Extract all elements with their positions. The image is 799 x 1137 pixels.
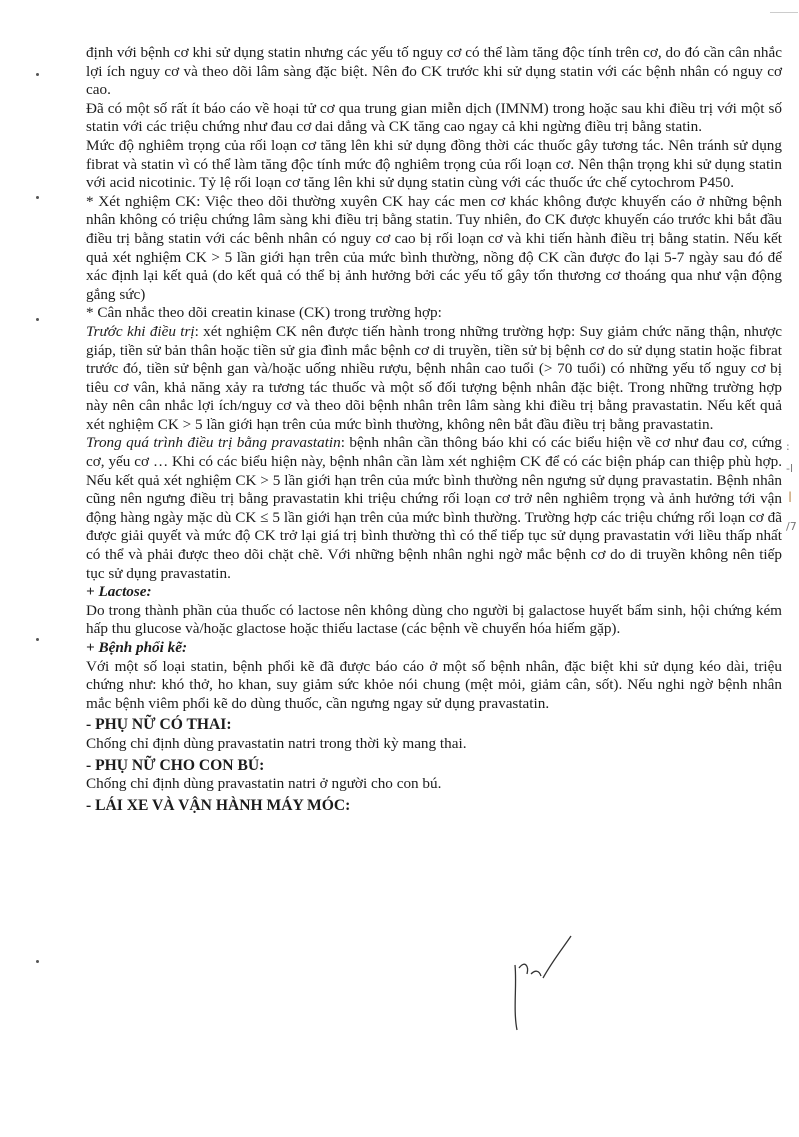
scan-speck: [36, 196, 39, 199]
pregnancy-text: Chống chỉ định dùng pravastatin natri trong thời kỳ mang thai.: [86, 734, 467, 752]
document-body: [86, 44, 782, 815]
paragraph-before-treatment: [86, 323, 782, 435]
lactose-heading: + Lactose:: [86, 583, 152, 601]
scan-speck: [36, 638, 39, 641]
during-treatment-label: Trong quá trình điều trị bằng pravastatin: [86, 434, 341, 452]
edge-artifact: :: [786, 440, 790, 453]
edge-artifact: -l: [786, 462, 794, 475]
scan-speck: [36, 960, 39, 963]
paragraph-statin-risk: định với bệnh cơ khi sử dụng statin nhưng các yếu tố nguy cơ có thể làm tăng độc tính trên cơ, do đó cần cân nhắc lợi ích nguy cơ và theo dõi lâm sàng đặc biệt. Nên đo CK trước khi sử dụng statin với các bệnh nhân có nguy cơ cao.: [86, 44, 782, 99]
edge-artifact: I: [788, 490, 793, 506]
lung-heading: + Bệnh phổi kẽ:: [86, 639, 188, 656]
scan-speck: [36, 318, 39, 321]
edge-line: [770, 12, 798, 13]
paragraph-ck-test: * Xét nghiệm CK: Việc theo dõi thường xuyên CK hay các men cơ khác không được khuyến cáo ở những bệnh nhân không có triệu chứng lâm sàng khi điều trị bằng statin. Tuy nhiên, đo CK được khuyến cáo trước khi bắt đầu điều trị bằng statin với các bênh nhân có nguy cơ cao bị rối loạn cơ và khi tiến hành điều trị bằng statin. Nếu kết quả xét nghiệm CK > 5 lần giới hạn trên của mức bình thường, nồng độ CK cần được đo lại 5-7 ngày sau đó để xác định lại kết quả (do kết quả có thể bị ảnh hưởng bởi các yếu tố gây tổn thương cơ thoáng qua như vận động gắng sức): [86, 192, 782, 303]
scan-speck: [36, 73, 39, 76]
driving-heading: - LÁI XE VÀ VẬN HÀNH MÁY MÓC:: [86, 796, 351, 814]
before-treatment-label: Trước khi điều trị: [86, 322, 195, 340]
paragraph-ck-monitor: * Cân nhắc theo dõi creatin kinase (CK) trong trường hợp:: [86, 304, 442, 322]
edge-artifact: /7: [786, 520, 797, 533]
signature-mark: [505, 930, 585, 1040]
paragraph-during-treatment: [86, 434, 782, 583]
paragraph-imnm: Đã có một số rất ít báo cáo về hoại tử cơ qua trung gian miễn dịch (IMNM) trong hoặc sau khi điều trị với một số statin với các triệu chứng như đau cơ dai dẳng và CK tăng cao ngay cả khi ngừng điều trị bằng statin.: [86, 99, 782, 136]
during-treatment-text: : bệnh nhân cần thông báo khi có các biểu hiện về cơ như đau cơ, cứng cơ, yếu cơ … Khi có các biểu hiện này, bệnh nhân cần làm xét nghiệm CK để có các biện pháp can thiệp phù hợp. Nếu kết quả xét nghiệm CK > 5 lần giới hạn trên của mức bình thường nên ngưng sử dụng pravastatin. Bệnh nhân cũng nên ngưng điều trị bằng pravastatin khi triệu chứng rối loạn cơ trở nên nghiêm trọng và ảnh hưởng tới vận động hàng ngày mặc dù CK ≤ 5 lần giới hạn trên của mức bình thường. Trường hợp các triệu chứng rối loạn cơ đã được giải quyết và mức độ CK trở lại giá trị bình thường thì có thể tiếp tục sử dụng pravastatin với liều thấp nhất có thể và phải được theo dõi chặt chẽ. Với những bệnh nhân nghi ngờ mắc bệnh cơ do di truyền không nên tiếp tục sử dụng pravastatin.: [86, 434, 782, 582]
paragraph-interactions: Mức độ nghiêm trọng của rối loạn cơ tăng lên khi sử dụng đồng thời các thuốc gây tương tác. Nên tránh sử dụng fibrat và statin vì có thể làm tăng độc tính mức độ nghiêm trọng của rối loạn cơ. Nên thận trọng khi sử dụng statin với acid nicotinic. Tỷ lệ rối loạn cơ tăng lên khi sử dụng statin cùng với các thuốc ức chế cytochrom P450.: [86, 136, 782, 192]
breastfeeding-text: Chống chỉ định dùng pravastatin natri ở người cho con bú.: [86, 775, 442, 793]
pregnancy-heading: - PHỤ NỮ CÓ THAI:: [86, 716, 232, 734]
breastfeeding-heading: - PHỤ NỮ CHO CON BÚ:: [86, 756, 265, 774]
lactose-text: Do trong thành phần của thuốc có lactose nên không dùng cho người bị galactose huyết bẩm sinh, hội chứng kém hấp thu glucose và/hoặc glactose hoặc thiếu lactase (các bệnh về chuyển hóa hiếm gặp).: [86, 601, 782, 638]
before-treatment-text: : xét nghiệm CK nên được tiến hành trong những trường hợp: Suy giảm chức năng thận, nhược giáp, tiền sử bản thân hoặc tiền sử gia đình mắc bệnh cơ di truyền, tiền sử bị bệnh cơ do sử dụng statin hoặc fibrat trước đó, tiền sử bệnh gan và/hoặc uống nhiều rượu, bệnh nhân cao tuổi (> 70 tuổi) có những yếu tố nguy cơ bị tiêu cơ vân, khả năng xảy ra tương tác thuốc và một số đối tượng bệnh nhân đặc biệt. Trong những trường hợp này nên cân nhắc lợi ích/nguy cơ và theo dõi bệnh nhân trên lâm sàng khi điều trị bằng pravastatin. Nếu kết quả xét nghiệm CK > 5 lần giới hạn trên của mức bình thường, không nên bắt đầu điều trị bằng pravastatin.: [86, 322, 782, 433]
lung-text: Với một số loại statin, bệnh phổi kẽ đã được báo cáo ở một số bệnh nhân, đặc biệt khi sử dụng kéo dài, triệu chứng như: khó thở, ho khan, suy giảm sức khỏe nói chung (mệt mỏi, giảm cân, sốt). Nếu nghi ngờ bệnh nhân mắc bệnh viêm phổi kẽ do dùng thuốc, cần ngưng ngay sử dụng pravastatin.: [86, 657, 782, 712]
